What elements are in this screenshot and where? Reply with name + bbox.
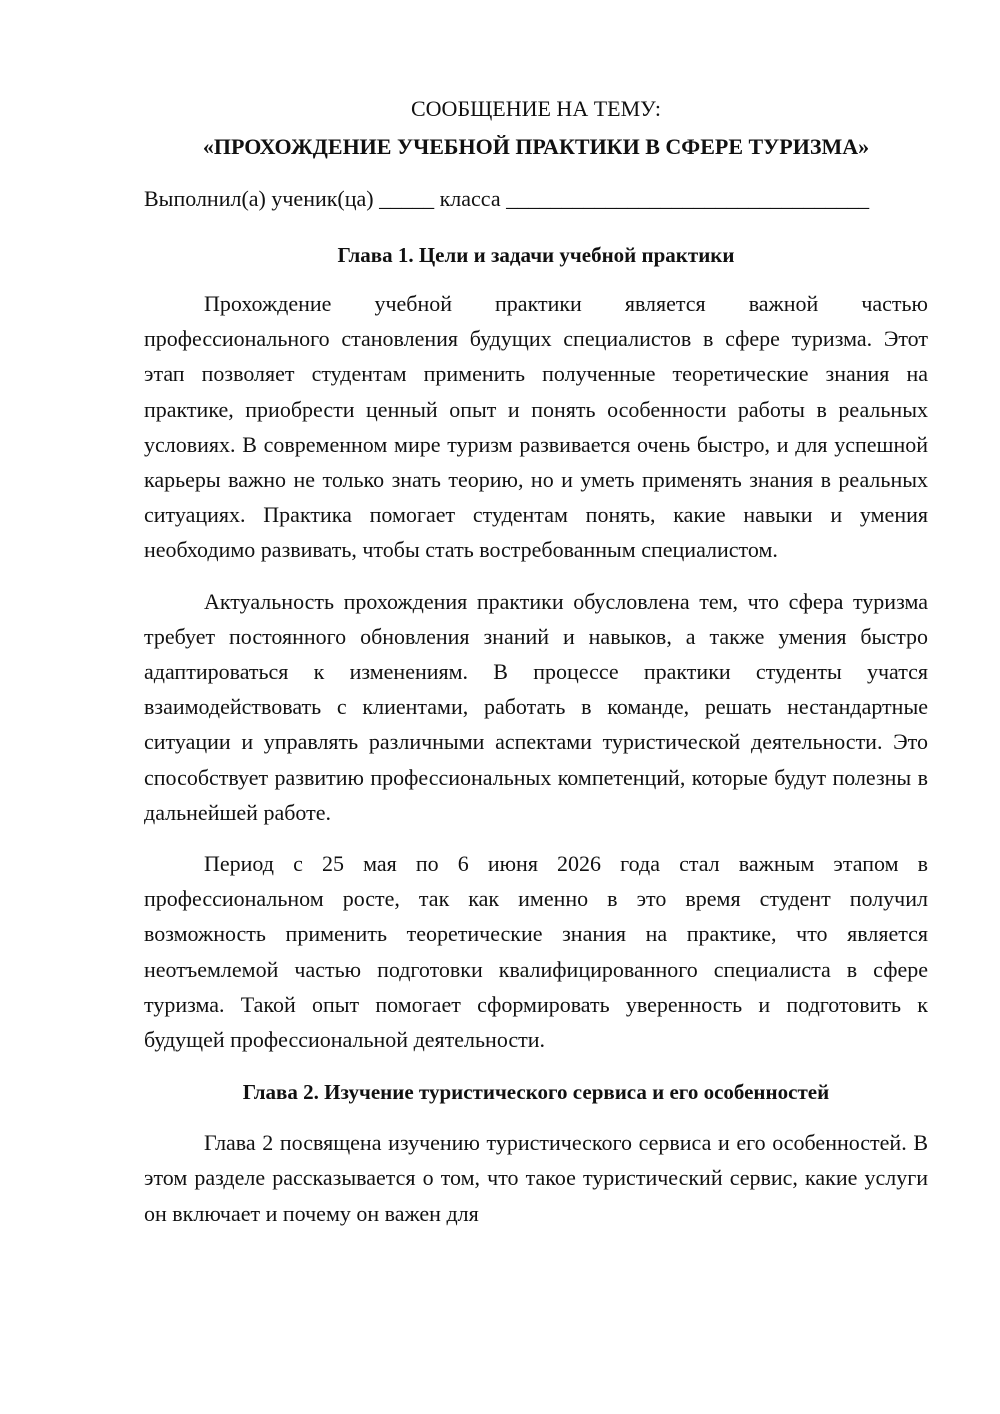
chapter-1-heading: Глава 1. Цели и задачи учебной практики [337,243,735,267]
chapter-2-heading: Глава 2. Изучение туристического сервиса и его особенностей [242,1080,830,1105]
document-topic: «ПРОХОЖДЕНИЕ УЧЕБНОЙ ПРАКТИКИ В СФЕРЕ ТУРИЗМА» [202,134,870,159]
chapter-1-paragraph-3: Период с 25 мая по 6 июня 2026 года стал важным этапом в профессиональном росте, так как именно в это время студент получил возможность применить теоретические знания на практике, что является неотъемлемой частью подготовки квалифицированного специалиста в сфере туризма. Такой опыт помогает сформировать уверенность и подготовить к будущей профессиональной деятельности. [144,851,928,1053]
document-page [144,92,928,1231]
chapter-1-paragraph-1: Прохождение учебной практики является важной частью профессионального становления будущих специалистов в сфере туризма. Этот этап позволяет студентам применить полученные теоретические знания на практике, приобрести ценный опыт и понять особенности работы в реальных условиях. В современном мире туризм развивается очень быстро, и для успешной карьеры важно не только знать теорию, но и уметь применять знания в реальных ситуациях. Практика помогает студентам понять, какие навыки и умения необходимо развивать, чтобы стать востребованным специалистом. [144,291,928,563]
performer-line: Выполнил(а) ученик(ца) _____ класса _________________________________ [144,186,870,211]
document-title: СООБЩЕНИЕ НА ТЕМУ: [411,96,661,121]
chapter-1-paragraph-2: Актуальность прохождения практики обусловлена тем, что сфера туризма требует постоянного обновления знаний и навыков, а также умения быстро адаптироваться к изменениям. В процессе практики студенты учатся взаимодействовать с клиентами, работать в команде, решать нестандартные ситуации и управлять различными аспектами туристической деятельности. Это способствует развитию профессиональных компетенций, которые будут полезны в дальнейшей работе. [144,588,928,825]
chapter-2-paragraph-1: Глава 2 посвящена изучению туристического сервиса и его особенностей. В этом разделе рассказывается о том, что такое туристический сервис, какие услуги он включает и почему он важен для [144,1130,928,1226]
